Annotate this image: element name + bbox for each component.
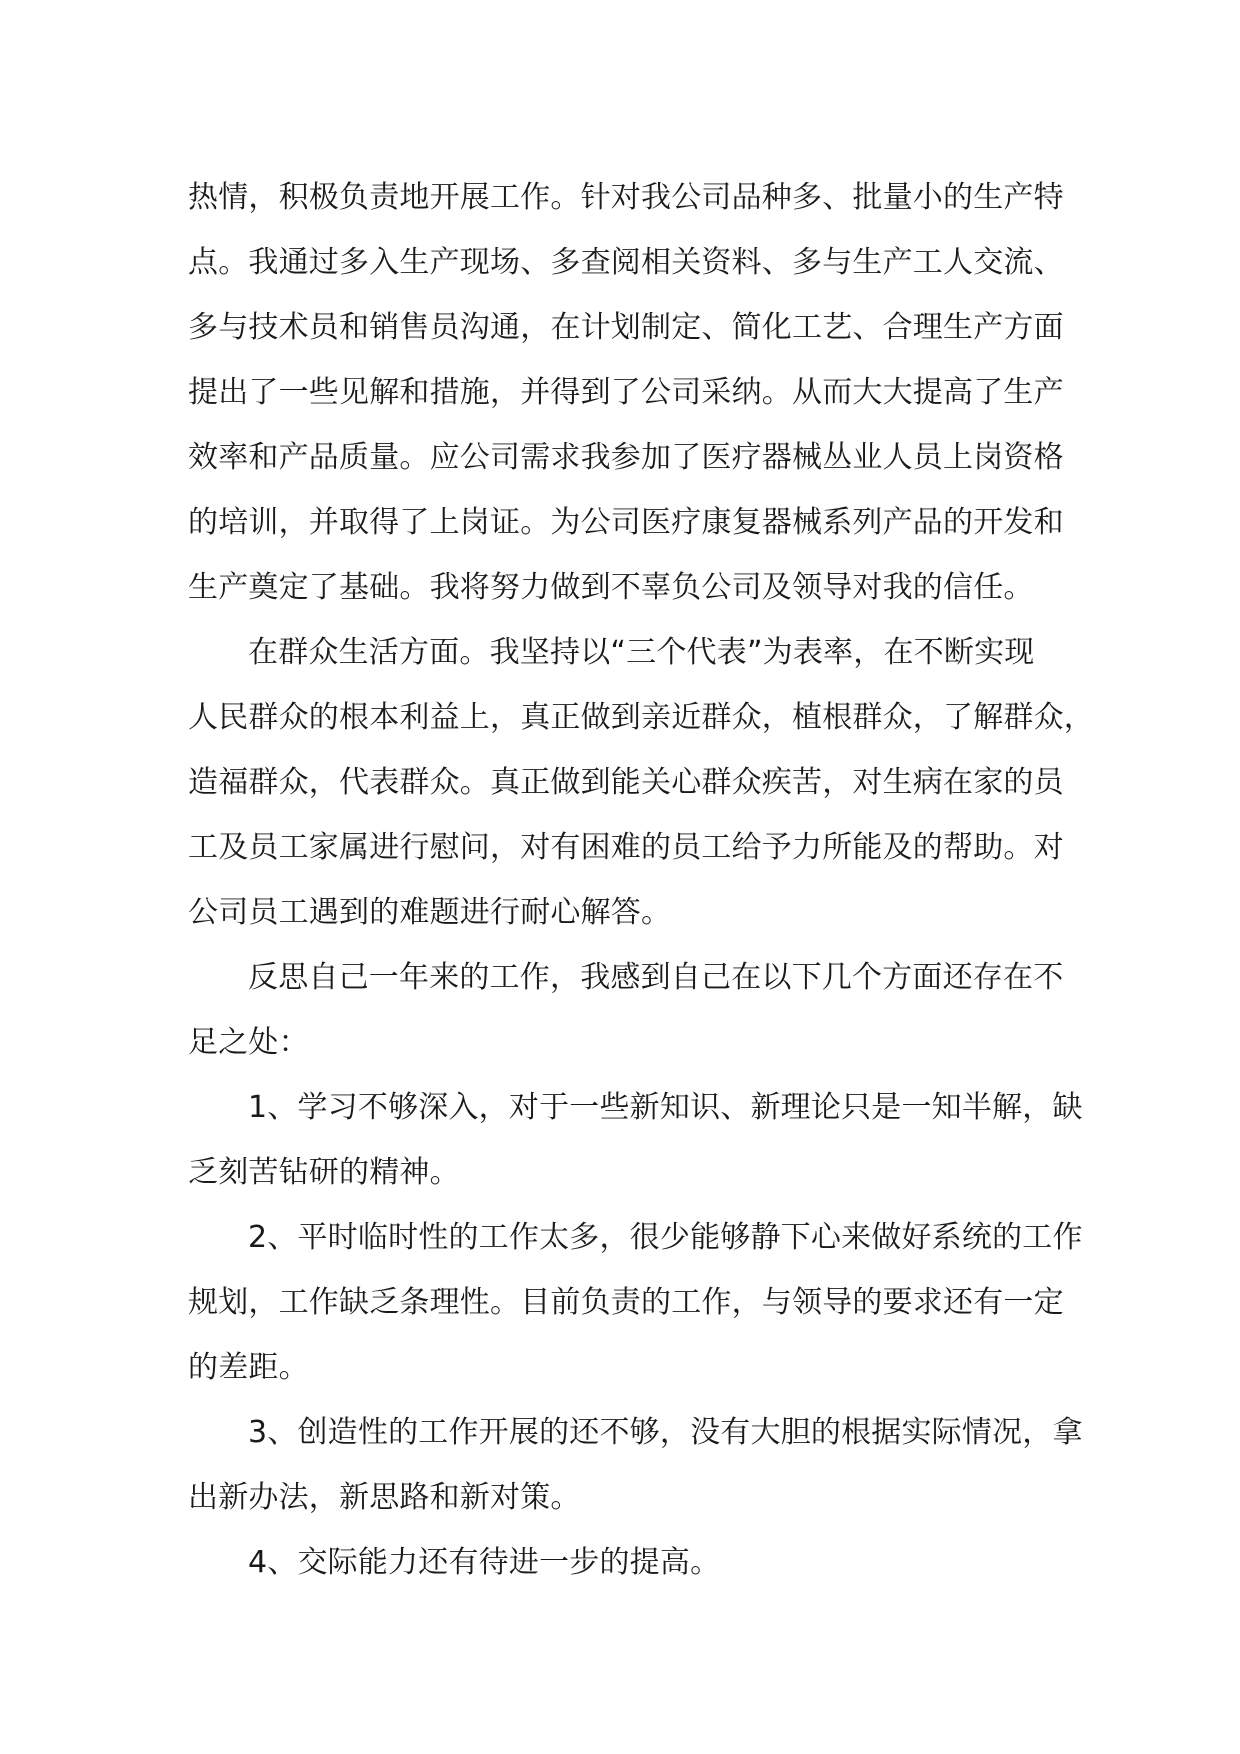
text-line: 足之处： xyxy=(188,1025,309,1060)
list-item: 3、创造性的工作开展的还不够，没有大胆的根据实际情况，拿 xyxy=(248,1415,1083,1450)
list-item: 2、平时临时性的工作太多，很少能够静下心来做好系统的工作 xyxy=(248,1220,1083,1255)
text-line: 的培训，并取得了上岗证。为公司医疗康复器械系列产品的开发和 xyxy=(188,505,1064,540)
text-line: 提出了一些见解和措施，并得到了公司采纳。从而大大提高了生产 xyxy=(188,375,1064,410)
list-item: 1、学习不够深入，对于一些新知识、新理论只是一知半解，缺 xyxy=(248,1090,1083,1125)
text-line: 乏刻苦钻研的精神。 xyxy=(188,1155,460,1190)
text-line: 的差距。 xyxy=(188,1350,309,1385)
text-line: 点。我通过多入生产现场、多查阅相关资料、多与生产工人交流、 xyxy=(188,245,1064,280)
text-line: 生产奠定了基础。我将努力做到不辜负公司及领导对我的信任。 xyxy=(188,570,1034,605)
text-line: 造福群众，代表群众。真正做到能关心群众疾苦，对生病在家的员 xyxy=(188,765,1064,800)
text-line: 人民群众的根本利益上，真正做到亲近群众，植根群众，了解群众， xyxy=(188,700,1094,735)
text-line: 工及员工家属进行慰问，对有困难的员工给予力所能及的帮助。对 xyxy=(188,830,1064,865)
text-line: 规划，工作缺乏条理性。目前负责的工作，与领导的要求还有一定 xyxy=(188,1285,1064,1320)
text-line: 公司员工遇到的难题进行耐心解答。 xyxy=(188,895,672,930)
text-line: 多与技术员和销售员沟通，在计划制定、简化工艺、合理生产方面 xyxy=(188,310,1064,345)
text-line: 热情，积极负责地开展工作。针对我公司品种多、批量小的生产特 xyxy=(188,180,1064,215)
text-line: 在群众生活方面。我坚持以“三个代表”为表率，在不断实现 xyxy=(248,635,1035,670)
text-line: 出新办法，新思路和新对策。 xyxy=(188,1480,581,1515)
text-line: 效率和产品质量。应公司需求我参加了医疗器械丛业人员上岗资格 xyxy=(188,440,1064,475)
document-body xyxy=(188,165,1094,1595)
list-item: 4、交际能力还有待进一步的提高。 xyxy=(248,1545,721,1580)
text-line: 反思自己一年来的工作，我感到自己在以下几个方面还存在不 xyxy=(248,960,1064,995)
